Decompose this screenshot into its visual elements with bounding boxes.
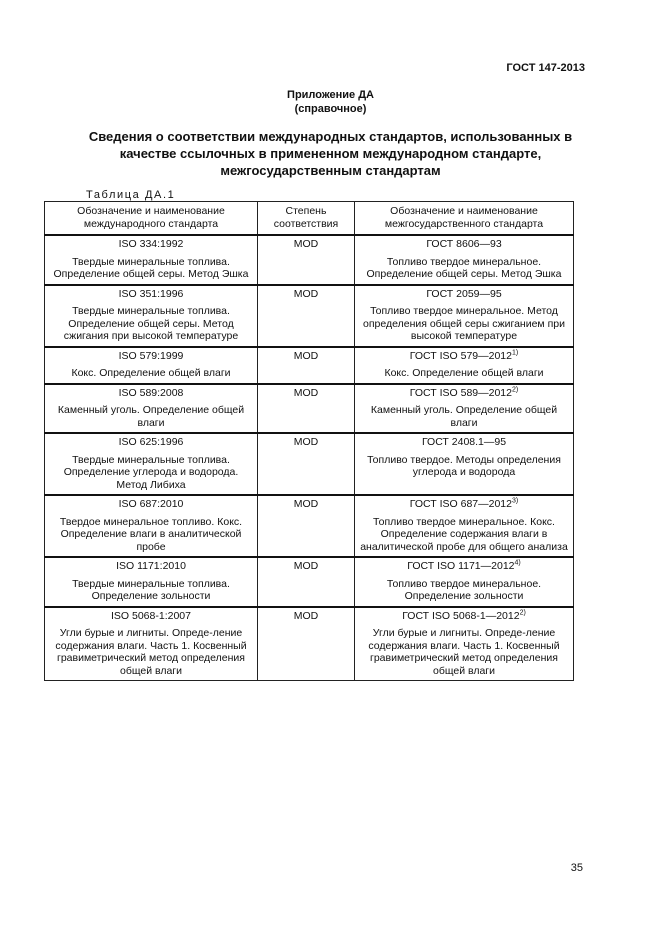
interstate-name: Топливо твердое минеральное. Определение зольности — [386, 577, 542, 602]
interstate-name: Каменный уголь. Определение общей влаги — [370, 404, 558, 429]
international-name: Кокс. Определение общей влаги — [71, 367, 231, 379]
table-row — [45, 285, 574, 347]
international-name: Каменный уголь. Определение общей влаги — [57, 404, 245, 429]
cell-interstate-standard — [355, 384, 574, 434]
international-name: Твердые минеральные топлива. Определение общей серы. Метод Эшка — [53, 255, 249, 280]
cell-international-standard — [45, 495, 258, 557]
cell-international-standard — [45, 607, 258, 681]
cell-interstate-standard — [355, 557, 574, 607]
interstate-code-wrap — [358, 387, 570, 400]
international-code: ISO 5068-1:2007 — [111, 609, 191, 622]
interstate-code-wrap — [358, 350, 570, 363]
cell-international-standard — [45, 384, 258, 434]
international-code: ISO 625:1996 — [118, 436, 184, 448]
interstate-name: Топливо твердое минеральное. Определение общей серы. Метод Эшка — [366, 255, 562, 280]
interstate-name: Угли бурые и лигниты. Опреде-ление содержания влаги. Часть 1. Косвенный гравиметрический метод определения общей влаги — [368, 627, 560, 677]
appendix-heading — [0, 88, 661, 116]
international-name: Твердое минеральное топливо. Кокс. Определение влаги в аналитической пробе — [59, 515, 243, 553]
cell-international-standard — [45, 347, 258, 384]
table-caption: Таблица ДА.1 — [86, 189, 176, 201]
document-title — [40, 128, 621, 179]
table-row — [45, 384, 574, 434]
interstate-name: Кокс. Определение общей влаги — [384, 367, 544, 379]
international-name: Твердые минеральные топлива. Определение зольности — [72, 577, 230, 602]
title-line-1: Сведения о соответствии международных стандартов, использованных в — [88, 129, 573, 144]
footnote-mark: 4) — [514, 559, 521, 567]
footnote-mark: 2) — [511, 386, 519, 393]
footnote-mark: 2) — [519, 609, 526, 616]
document-standard-number: ГОСТ 147-2013 — [506, 62, 585, 74]
cell-international-standard — [45, 235, 258, 285]
interstate-code-wrap — [358, 238, 570, 251]
appendix-title: Приложение ДА — [287, 89, 374, 101]
interstate-code: ГОСТ 2059—95 — [426, 287, 502, 300]
cell-international-standard — [45, 433, 258, 495]
column-header-international: Обозначение и наименование международного стандарта — [45, 202, 258, 236]
standards-table — [44, 201, 574, 681]
cell-degree: MOD — [258, 285, 355, 347]
table-row — [45, 433, 574, 495]
interstate-code: ГОСТ ISO 579—2012 — [409, 349, 512, 362]
table-header-row — [45, 202, 574, 236]
cell-degree: MOD — [258, 557, 355, 607]
interstate-code: ГОСТ 8606—93 — [426, 238, 502, 250]
cell-interstate-standard — [355, 285, 574, 347]
interstate-code-wrap — [358, 288, 570, 301]
international-code: ISO 687:2010 — [118, 498, 184, 510]
footnote-mark: 1) — [511, 349, 519, 356]
cell-degree: MOD — [258, 235, 355, 285]
table-row — [45, 347, 574, 384]
interstate-code: ГОСТ 2408.1—95 — [421, 436, 507, 448]
title-line-3: межгосударственным стандартам — [220, 163, 441, 178]
table-row — [45, 557, 574, 607]
international-code: ISO 589:2008 — [118, 386, 184, 399]
cell-international-standard — [45, 285, 258, 347]
table-body — [45, 235, 574, 681]
cell-interstate-standard — [355, 235, 574, 285]
interstate-code: ГОСТ ISO 589—2012 — [409, 386, 512, 399]
international-code: ISO 351:1996 — [118, 287, 184, 300]
interstate-code: ГОСТ ISO 687—2012 — [409, 498, 512, 510]
international-name: Угли бурые и лигниты. Опреде-ление содержания влаги. Часть 1. Косвенный гравиметрический метод определения общей влаги — [55, 627, 247, 677]
appendix-subtitle: (справочное) — [294, 103, 367, 115]
title-line-2: качестве ссылочных в примененном международном стандарте, — [119, 146, 542, 161]
international-name: Твердые минеральные топлива. Определение общей серы. Метод сжигания при высокой температуре — [63, 305, 239, 342]
international-name: Твердые минеральные топлива. Определение углерода и водорода. Метод Либиха — [63, 453, 239, 491]
interstate-code: ГОСТ ISO 1171—2012 — [407, 560, 515, 572]
interstate-name: Топливо твердое минеральное. Кокс. Определение содержания влаги в аналитической пробе для общего анализа — [360, 515, 568, 553]
interstate-name: Топливо твердое минеральное. Метод определения общей серы сжиганием при высокой температуре — [363, 305, 565, 342]
cell-degree: MOD — [258, 384, 355, 434]
column-header-interstate: Обозначение и наименование межгосударственного стандарта — [355, 202, 574, 236]
cell-degree: MOD — [258, 495, 355, 557]
cell-interstate-standard — [355, 433, 574, 495]
interstate-code-wrap — [358, 560, 570, 573]
interstate-code-wrap — [358, 436, 570, 449]
table-row — [45, 495, 574, 557]
footnote-mark: 3) — [511, 497, 519, 505]
cell-interstate-standard — [355, 607, 574, 681]
cell-degree: MOD — [258, 347, 355, 384]
cell-interstate-standard — [355, 347, 574, 384]
cell-international-standard — [45, 557, 258, 607]
interstate-code: ГОСТ ISO 5068-1—2012 — [402, 609, 520, 622]
interstate-code-wrap — [358, 610, 570, 623]
cell-degree: MOD — [258, 607, 355, 681]
table-row — [45, 607, 574, 681]
international-code: ISO 334:1992 — [118, 238, 184, 250]
cell-interstate-standard — [355, 495, 574, 557]
column-header-degree: Степень соответствия — [258, 202, 355, 236]
table-row — [45, 235, 574, 285]
interstate-code-wrap — [358, 498, 570, 511]
page-number: 35 — [570, 862, 583, 874]
cell-degree: MOD — [258, 433, 355, 495]
international-code: ISO 579:1999 — [118, 349, 184, 362]
interstate-name: Топливо твердое. Методы определения углерода и водорода — [367, 453, 561, 478]
international-code: ISO 1171:2010 — [116, 560, 186, 572]
